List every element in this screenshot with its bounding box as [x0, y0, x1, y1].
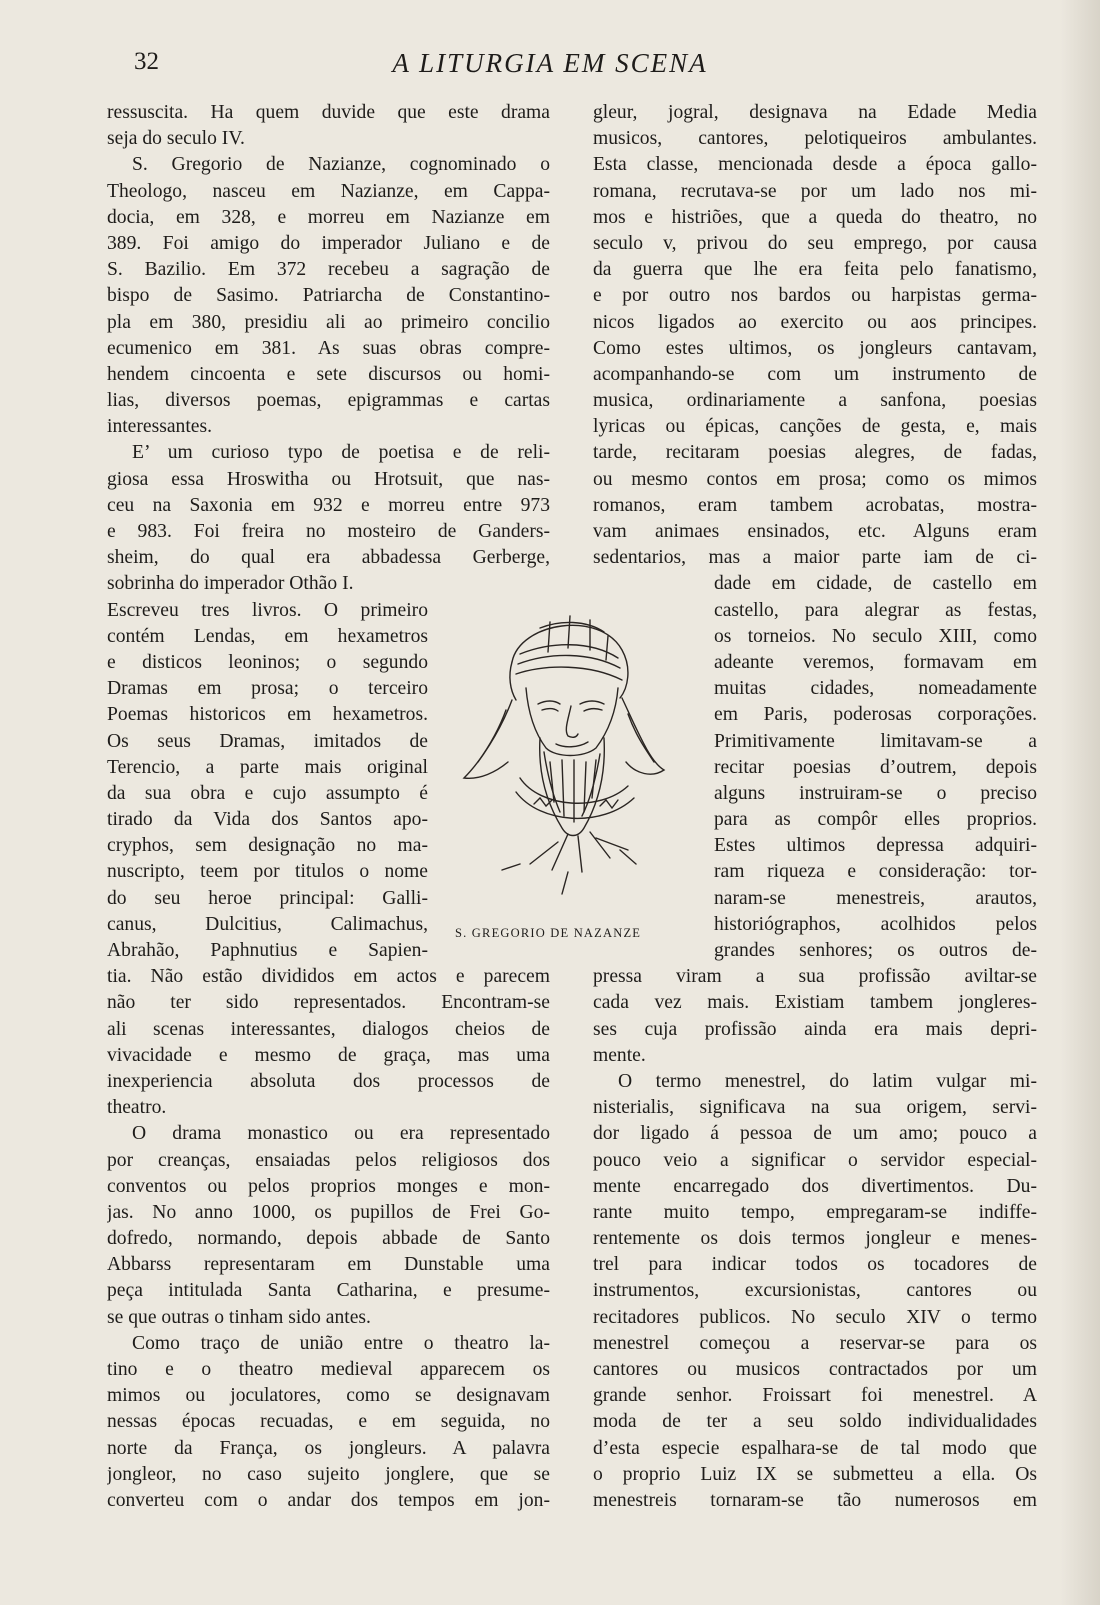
text-line: norte da França, os jongleurs. A palavra [107, 1437, 550, 1459]
text-line: moda de ter a seu soldo individualidades [593, 1411, 1037, 1433]
text-line: conventos ou pelos proprios monges e mon- [107, 1175, 550, 1197]
text-line: mente encarregado dos divertimentos. Du- [593, 1175, 1037, 1197]
text-line: Terencio, a parte mais original [107, 756, 428, 778]
text-line: Esta classe, mencionada desde a época gallo- [593, 154, 1037, 176]
text-line: ceu na Saxonia em 932 e morreu entre 973 [107, 494, 550, 516]
text-line: S. Bazilio. Em 372 recebeu a sagração de [107, 259, 550, 281]
text-line: seja do seculo IV. [107, 128, 245, 150]
text-line: hendem cincoenta e sete discursos ou homi- [107, 363, 550, 385]
text-line: giosa essa Hroswitha ou Hrotsuit, que nas- [107, 468, 550, 490]
text-line: nuscripto, teem por titulos o nome [107, 861, 428, 883]
text-line: Os seus Dramas, imitados de [107, 730, 428, 752]
text-line: grande senhor. Froissart foi menestrel. A [593, 1385, 1037, 1407]
text-line: ram riqueza e consideração: tor- [714, 861, 1037, 883]
text-line: Abrahão, Paphnutius e Sapien- [107, 940, 428, 961]
text-line: O termo menestrel, do latim vulgar mi- [618, 1070, 1037, 1092]
text-line: e disticos leoninos; o segundo [107, 651, 428, 673]
text-line: nessas épocas recuadas, e em seguida, no [107, 1411, 550, 1433]
text-line: para as compôr elles proprios. [714, 809, 1037, 831]
text-line: Dramas em prosa; o terceiro [107, 678, 428, 700]
text-line: da sua obra e cujo assumpto é [107, 782, 428, 804]
text-line: tarde, recitaram poesias alegres, de fadas, [593, 442, 1037, 464]
text-line: rante muito tempo, empregaram-se indiffe- [593, 1201, 1037, 1223]
page-number: 32 [134, 48, 159, 75]
text-line: Como traço de união entre o theatro la- [132, 1332, 550, 1354]
text-line: Primitivamente limitavam-se a [714, 730, 1037, 752]
text-line: inexperiencia absoluta dos processos de [107, 1070, 550, 1092]
text-line: adeante veremos, formavam em [714, 651, 1037, 673]
text-line: menestrel começou a reservar-se para os [593, 1332, 1037, 1354]
text-line: os torneios. No seculo XIII, como [714, 625, 1037, 647]
text-line: pressa viram a sua profissão aviltar-se [593, 966, 1037, 988]
text-line: converteu com o andar dos tempos em jon- [107, 1489, 550, 1511]
text-line: recitar poesias d’outrem, depois [714, 756, 1037, 778]
text-line: theatro. [107, 1097, 167, 1119]
text-line: Theologo, nasceu em Nazianze, em Cappa- [107, 180, 550, 202]
text-line: bispo de Sasimo. Patriarcha de Constantino- [107, 285, 550, 307]
text-line: ressuscita. Ha quem duvide que este drama [107, 102, 550, 123]
text-line: vivacidade e mesmo de graça, mas uma [107, 1044, 550, 1066]
text-line: jas. No anno 1000, os pupillos de Frei Go- [107, 1201, 550, 1223]
text-line: ali scenas interessantes, dialogos cheios de [107, 1018, 550, 1040]
text-line: mente. [593, 1044, 646, 1066]
text-line: muitas cidades, nomeadamente [714, 678, 1037, 700]
text-line: trel para indicar todos os tocadores de [593, 1254, 1037, 1276]
running-title: A LITURGIA EM SCENA [392, 48, 708, 78]
text-line: por creanças, ensaiadas pelos religiosos dos [107, 1149, 550, 1171]
text-line: d’esta especie espalhara-se de tal modo que [593, 1437, 1037, 1459]
text-line: rentemente os dois termos jongleur e menes- [593, 1228, 1037, 1250]
text-line: castello, para alegrar as festas, [714, 599, 1037, 621]
text-line: ou mesmo contos em prosa; como os mimos [593, 468, 1037, 490]
text-line: naram-se menestreis, arautos, [714, 887, 1037, 909]
text-line: 389. Foi amigo do imperador Juliano e de [107, 232, 550, 254]
text-line: musicos, cantores, pelotiqueiros ambulantes. [593, 128, 1037, 150]
text-line: Poemas historicos em hexametros. [107, 704, 428, 726]
text-line: cada vez mais. Existiam tambem jongleres- [593, 992, 1037, 1014]
text-line: Como estes ultimos, os jongleurs cantavam, [593, 337, 1037, 359]
figure-caption: S. GREGORIO DE NAZANZE [455, 926, 642, 940]
text-line: alguns instruiram-se o preciso [714, 782, 1037, 804]
text-line: dor ligado á pessoa de um amo; pouco a [593, 1123, 1037, 1145]
text-line: sheim, do qual era abbadessa Gerberge, [107, 547, 550, 569]
text-line: O drama monastico ou era representado [132, 1123, 550, 1145]
text-line: dade em cidade, de castello em [714, 573, 1037, 595]
text-line: musica, ordinariamente a sanfona, poesias [593, 390, 1037, 412]
text-line: ses cuja profissão ainda era mais depri- [593, 1018, 1037, 1040]
text-line: sedentarios, mas a maior parte iam de ci- [593, 547, 1037, 569]
text-line: do seu heroe principal: Galli- [107, 887, 428, 909]
text-line: pla em 380, presidiu ali ao primeiro concilio [107, 311, 550, 333]
text-line: jongleor, no caso sujeito jonglere, que se [107, 1463, 550, 1485]
text-line: canus, Dulcitius, Calimachus, [107, 913, 428, 935]
text-line: interessantes. [107, 416, 213, 438]
text-line: grandes senhores; os outros de- [714, 940, 1037, 961]
text-line: mos e histriões, que a queda do theatro, no [593, 206, 1037, 228]
text-line: Estes ultimos depressa adquiri- [714, 835, 1037, 857]
text-line: Abbarss representaram em Dunstable uma [107, 1254, 550, 1276]
text-line: da guerra que lhe era feita pelo fanatismo, [593, 259, 1037, 281]
text-line: lyricas ou épicas, canções de gesta, e, mais [593, 416, 1037, 438]
text-line: instrumentos, excursionistas, cantores ou [593, 1280, 1037, 1302]
text-line: seculo v, privou do seu emprego, por causa [593, 232, 1037, 254]
text-line: peça intitulada Santa Catharina, e presume- [107, 1280, 550, 1302]
text-line: tirado da Vida dos Santos apo- [107, 809, 428, 831]
text-line: dofredo, normando, depois abbade de Santo [107, 1228, 550, 1250]
text-line: docia, em 328, e morreu em Nazianze em [107, 206, 550, 228]
text-line: cantores ou musicos contractados por um [593, 1359, 1037, 1380]
text-line: o proprio Luiz IX se submetteu a ella. Os [593, 1463, 1037, 1485]
text-line: mimos ou joculatores, como se designavam [107, 1385, 550, 1407]
text-line: S. Gregorio de Nazianze, cognominado o [132, 154, 550, 176]
text-line: e por outro nos bardos ou harpistas germa- [593, 285, 1037, 307]
page-header [0, 46, 1100, 86]
saint-portrait-illustration [450, 602, 690, 912]
text-line: E’ um curioso typo de poetisa e de reli- [132, 442, 550, 464]
text-line: em Paris, poderosas corporações. [714, 704, 1037, 726]
text-line: romana, recrutava-se por um lado nos mi- [593, 180, 1037, 202]
text-line: contém Lendas, em hexametros [107, 625, 428, 647]
text-line: gleur, jogral, designava na Edade Media [593, 102, 1037, 123]
text-line: vam animaes ensinados, etc. Alguns eram [593, 521, 1037, 542]
text-line: não ter sido representados. Encontram-se [107, 992, 550, 1014]
text-line: cryphos, sem designação no ma- [107, 835, 428, 857]
text-line: nicos ligados ao exercito ou aos principes. [593, 311, 1037, 333]
text-line: Escreveu tres livros. O primeiro [107, 599, 428, 621]
text-line: sobrinha do imperador Othão I. [107, 573, 354, 595]
text-line: menestreis tornaram-se tão numerosos em [593, 1489, 1037, 1511]
text-line: nisterialis, significava na sua origem, servi- [593, 1097, 1037, 1119]
text-line: pouco veio a significar o servidor especial- [593, 1149, 1037, 1171]
text-line: se que outras o tinham sido antes. [107, 1306, 371, 1328]
text-line: historiógraphos, acolhidos pelos [714, 913, 1037, 935]
text-line: tia. Não estão divididos em actos e parecem [107, 966, 550, 988]
text-line: ecumenico em 381. As suas obras compre- [107, 337, 550, 359]
text-line: lias, diversos poemas, epigrammas e cartas [107, 390, 550, 412]
text-line: recitadores publicos. No seculo XIV o termo [593, 1306, 1037, 1328]
page-edge-shadow [1060, 0, 1100, 1605]
text-line: acompanhando-se com um instrumento de [593, 363, 1037, 385]
text-line: e 983. Foi freira no mosteiro de Ganders- [107, 521, 550, 542]
text-line: romanos, eram tambem acrobatas, mostra- [593, 494, 1037, 516]
text-line: tino e o theatro medieval apparecem os [107, 1359, 550, 1380]
